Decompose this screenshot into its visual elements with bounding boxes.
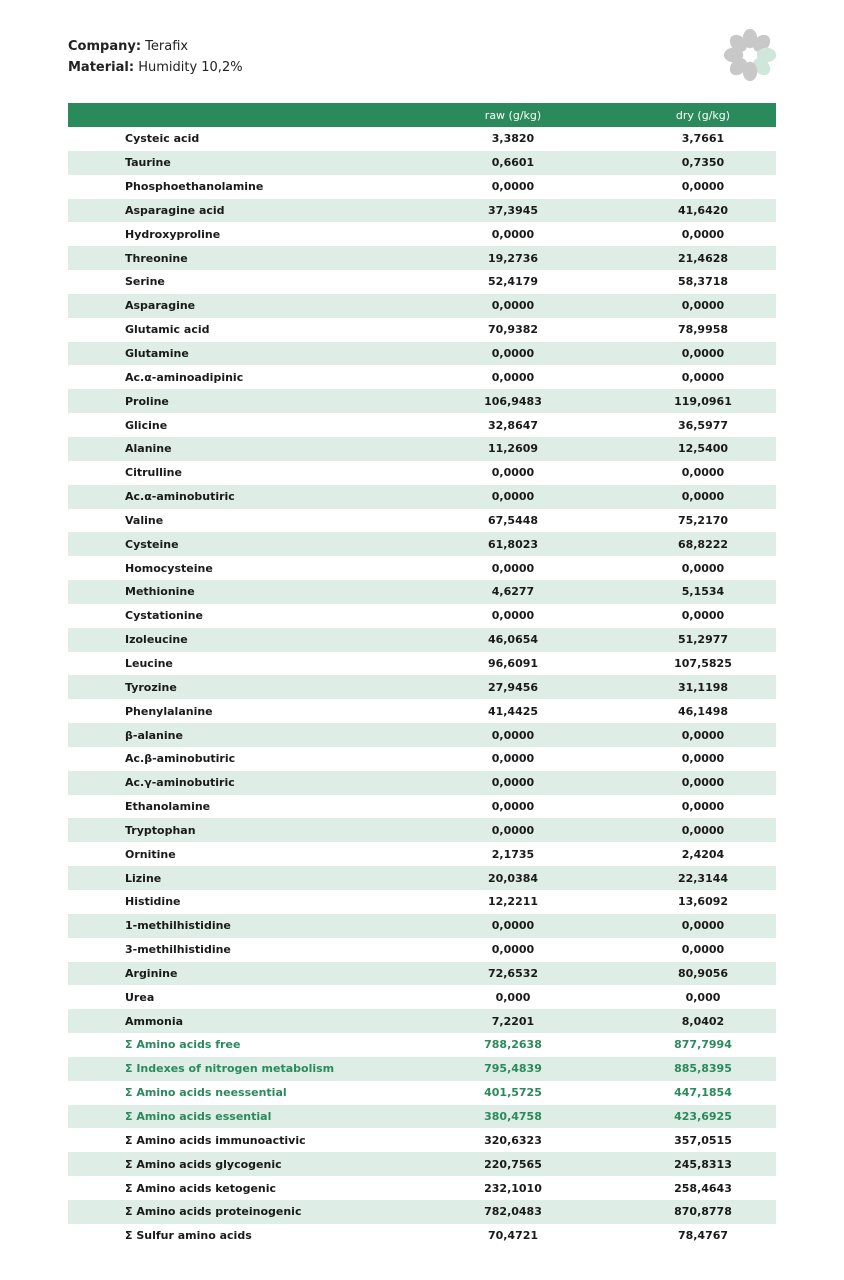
cell-raw: 106,9483 xyxy=(484,394,542,408)
cell-dry: 75,2170 xyxy=(677,513,729,527)
cell-dry: 51,2977 xyxy=(677,633,729,647)
cell-name: Leucine xyxy=(125,656,173,670)
cell-name: Σ Sulfur amino acids xyxy=(125,1229,252,1243)
cell-raw: 0,0000 xyxy=(491,752,535,766)
cell-raw: 0,0000 xyxy=(491,919,535,933)
table-row xyxy=(68,175,776,199)
cell-name: Citrulline xyxy=(125,466,182,480)
cell-dry: 870,8778 xyxy=(674,1205,732,1219)
cell-raw: 0,0000 xyxy=(491,490,535,504)
material-label: Material: xyxy=(68,60,135,75)
cell-raw: 96,6091 xyxy=(487,656,539,670)
cell-dry: 5,1534 xyxy=(681,585,725,599)
cell-dry: 58,3718 xyxy=(677,275,729,289)
cell-name: Tyrozine xyxy=(125,680,177,694)
cell-raw: 0,0000 xyxy=(491,800,535,814)
table-row xyxy=(68,294,776,318)
cell-dry: 21,4628 xyxy=(677,251,729,265)
cell-name: Tryptophan xyxy=(125,823,196,837)
cell-raw: 0,0000 xyxy=(491,370,535,384)
cell-raw: 380,4758 xyxy=(484,1110,542,1124)
cell-dry: 0,0000 xyxy=(681,823,725,837)
cell-dry: 2,4204 xyxy=(681,847,725,861)
company-label: Company: xyxy=(68,39,142,54)
cell-name: Valine xyxy=(125,513,164,527)
cell-dry: 0,0000 xyxy=(681,466,725,480)
cell-name: Ac.α-aminoadipinic xyxy=(125,370,244,384)
cell-name: Σ Amino acids proteinogenic xyxy=(125,1205,302,1219)
cell-dry: 0,0000 xyxy=(681,299,725,313)
cell-name: Histidine xyxy=(125,895,181,909)
cell-name: β-alanine xyxy=(125,728,183,742)
flower-logo-icon xyxy=(720,26,780,84)
cell-raw: 41,4425 xyxy=(487,704,539,718)
header-dry: dry (g/kg) xyxy=(675,108,731,122)
table-row xyxy=(68,365,776,389)
table-row xyxy=(68,866,776,890)
table-row xyxy=(68,342,776,366)
cell-dry: 0,0000 xyxy=(681,728,725,742)
cell-raw: 0,0000 xyxy=(491,466,535,480)
table-row xyxy=(68,270,776,294)
cell-raw: 70,4721 xyxy=(487,1229,539,1243)
cell-dry: 80,9056 xyxy=(677,966,729,980)
cell-name: Alanine xyxy=(125,442,172,456)
cell-name: Σ Indexes of nitrogen metabolism xyxy=(125,1062,335,1076)
cell-dry: 0,7350 xyxy=(681,156,725,170)
table-row xyxy=(68,556,776,580)
cell-name: Σ Amino acids essential xyxy=(125,1110,272,1124)
table-row xyxy=(68,890,776,914)
cell-dry: 0,0000 xyxy=(681,776,725,790)
table-row xyxy=(68,1009,776,1033)
cell-name: Σ Amino acids neessential xyxy=(125,1086,287,1100)
cell-dry: 12,5400 xyxy=(677,442,729,456)
cell-name: Izoleucine xyxy=(125,633,188,647)
cell-raw: 20,0384 xyxy=(487,871,539,885)
cell-raw: 795,4839 xyxy=(484,1062,542,1076)
cell-name: Phenylalanine xyxy=(125,704,213,718)
table-row xyxy=(68,199,776,223)
cell-name: Glutamic acid xyxy=(125,323,210,337)
amino-acids-table xyxy=(68,103,776,1248)
cell-name: Σ Amino acids ketogenic xyxy=(125,1181,277,1195)
cell-raw: 220,7565 xyxy=(484,1157,542,1171)
cell-name: Homocysteine xyxy=(125,561,213,575)
table-row xyxy=(68,509,776,533)
header-raw: raw (g/kg) xyxy=(484,108,542,122)
table-row xyxy=(68,485,776,509)
company-value: Terafix xyxy=(145,39,189,54)
table-row xyxy=(68,1176,776,1200)
cell-dry: 0,0000 xyxy=(681,919,725,933)
cell-name: Phosphoethanolamine xyxy=(125,180,264,194)
cell-name: Ethanolamine xyxy=(125,800,211,814)
table-row xyxy=(68,389,776,413)
table-row xyxy=(68,437,776,461)
cell-dry: 107,5825 xyxy=(674,656,732,670)
cell-dry: 0,000 xyxy=(685,990,721,1004)
table-row xyxy=(68,461,776,485)
table-row xyxy=(68,413,776,437)
cell-raw: 320,6323 xyxy=(484,1133,542,1147)
cell-name: Proline xyxy=(125,394,169,408)
table-row xyxy=(68,771,776,795)
cell-dry: 13,6092 xyxy=(677,895,729,909)
cell-name: Σ Amino acids glycogenic xyxy=(125,1157,282,1171)
cell-name: Ornitine xyxy=(125,847,176,861)
cell-raw: 0,0000 xyxy=(491,943,535,957)
cell-name: 3-methilhistidine xyxy=(125,943,231,957)
cell-raw: 0,0000 xyxy=(491,728,535,742)
cell-name: Ac.α-aminobutiric xyxy=(125,490,235,504)
table-row xyxy=(68,675,776,699)
table-row xyxy=(68,652,776,676)
cell-dry: 0,0000 xyxy=(681,561,725,575)
cell-raw: 2,1735 xyxy=(491,847,535,861)
cell-name: Arginine xyxy=(125,966,178,980)
cell-raw: 0,0000 xyxy=(491,347,535,361)
cell-name: Serine xyxy=(125,275,165,289)
table-row xyxy=(68,723,776,747)
cell-raw: 788,2638 xyxy=(484,1038,542,1052)
cell-dry: 0,0000 xyxy=(681,800,725,814)
table-row xyxy=(68,1057,776,1081)
cell-dry: 258,4643 xyxy=(674,1181,732,1195)
cell-dry: 0,0000 xyxy=(681,943,725,957)
cell-name: Ac.β-aminobutiric xyxy=(125,752,236,766)
cell-raw: 0,6601 xyxy=(491,156,535,170)
cell-dry: 877,7994 xyxy=(674,1038,732,1052)
cell-raw: 52,4179 xyxy=(487,275,539,289)
cell-raw: 0,0000 xyxy=(491,823,535,837)
cell-dry: 0,0000 xyxy=(681,347,725,361)
cell-raw: 37,3945 xyxy=(487,203,539,217)
table-row xyxy=(68,1152,776,1176)
cell-raw: 0,0000 xyxy=(491,609,535,623)
table-row xyxy=(68,1105,776,1129)
table-row xyxy=(68,938,776,962)
table-row xyxy=(68,532,776,556)
cell-raw: 61,8023 xyxy=(487,537,539,551)
cell-raw: 72,6532 xyxy=(487,966,539,980)
cell-dry: 36,5977 xyxy=(677,418,729,432)
cell-dry: 22,3144 xyxy=(677,871,729,885)
table-row xyxy=(68,628,776,652)
cell-dry: 0,0000 xyxy=(681,180,725,194)
cell-dry: 423,6925 xyxy=(674,1110,732,1124)
cell-dry: 0,0000 xyxy=(681,609,725,623)
table-row xyxy=(68,127,776,151)
table-body xyxy=(68,127,776,1248)
cell-dry: 357,0515 xyxy=(674,1133,732,1147)
cell-name: Cysteic acid xyxy=(125,132,200,146)
table-row xyxy=(68,604,776,628)
cell-dry: 78,4767 xyxy=(677,1229,729,1243)
table-row xyxy=(68,914,776,938)
cell-raw: 12,2211 xyxy=(487,895,539,909)
cell-raw: 11,2609 xyxy=(487,442,539,456)
cell-raw: 0,0000 xyxy=(491,776,535,790)
cell-dry: 31,1198 xyxy=(677,680,729,694)
cell-name: Ac.γ-aminobutiric xyxy=(125,776,235,790)
table-row xyxy=(68,151,776,175)
table-header xyxy=(68,103,776,127)
table-row xyxy=(68,842,776,866)
cell-raw: 32,8647 xyxy=(487,418,539,432)
cell-raw: 19,2736 xyxy=(487,251,539,265)
table-row xyxy=(68,985,776,1009)
cell-raw: 46,0654 xyxy=(487,633,539,647)
cell-raw: 67,5448 xyxy=(487,513,539,527)
cell-raw: 0,0000 xyxy=(491,227,535,241)
cell-dry: 46,1498 xyxy=(677,704,729,718)
cell-raw: 27,9456 xyxy=(487,680,539,694)
cell-dry: 68,8222 xyxy=(677,537,729,551)
cell-dry: 447,1854 xyxy=(674,1086,732,1100)
cell-raw: 3,3820 xyxy=(491,132,535,146)
cell-name: Glicine xyxy=(125,418,168,432)
cell-dry: 41,6420 xyxy=(677,203,729,217)
table-row xyxy=(68,1128,776,1152)
cell-name: Lizine xyxy=(125,871,162,885)
cell-name: Urea xyxy=(125,990,155,1004)
cell-dry: 0,0000 xyxy=(681,370,725,384)
company-line xyxy=(68,36,243,57)
cell-name: Taurine xyxy=(125,156,171,170)
cell-raw: 0,0000 xyxy=(491,561,535,575)
cell-name: Hydroxyproline xyxy=(125,227,221,241)
table-row xyxy=(68,222,776,246)
material-value: Humidity 10,2% xyxy=(138,60,243,75)
cell-name: Cysteine xyxy=(125,537,179,551)
table-row xyxy=(68,246,776,270)
cell-name: 1-methilhistidine xyxy=(125,919,231,933)
cell-name: Σ Amino acids free xyxy=(125,1038,241,1052)
cell-raw: 782,0483 xyxy=(484,1205,542,1219)
cell-raw: 0,0000 xyxy=(491,299,535,313)
cell-name: Ammonia xyxy=(125,1014,184,1028)
material-line xyxy=(68,57,243,78)
cell-dry: 119,0961 xyxy=(674,394,732,408)
cell-dry: 78,9958 xyxy=(677,323,729,337)
cell-name: Asparagine acid xyxy=(125,203,225,217)
table-row xyxy=(68,699,776,723)
table-row xyxy=(68,747,776,771)
cell-dry: 245,8313 xyxy=(674,1157,732,1171)
cell-dry: 0,0000 xyxy=(681,227,725,241)
cell-name: Asparagine xyxy=(125,299,196,313)
cell-dry: 0,0000 xyxy=(681,752,725,766)
table-row xyxy=(68,1224,776,1248)
cell-dry: 3,7661 xyxy=(681,132,725,146)
document-header xyxy=(68,36,243,78)
table-row xyxy=(68,1081,776,1105)
table-row xyxy=(68,318,776,342)
cell-raw: 0,000 xyxy=(495,990,531,1004)
table-row xyxy=(68,818,776,842)
cell-raw: 401,5725 xyxy=(484,1086,542,1100)
cell-dry: 0,0000 xyxy=(681,490,725,504)
cell-name: Threonine xyxy=(125,251,188,265)
cell-raw: 70,9382 xyxy=(487,323,539,337)
cell-name: Σ Amino acids immunoactivic xyxy=(125,1133,306,1147)
cell-raw: 7,2201 xyxy=(491,1014,535,1028)
cell-dry: 885,8395 xyxy=(674,1062,732,1076)
cell-dry: 8,0402 xyxy=(681,1014,725,1028)
cell-raw: 4,6277 xyxy=(491,585,535,599)
cell-name: Cystationine xyxy=(125,609,203,623)
cell-name: Glutamine xyxy=(125,347,189,361)
table-row xyxy=(68,580,776,604)
cell-name: Methionine xyxy=(125,585,195,599)
cell-raw: 232,1010 xyxy=(484,1181,542,1195)
table-row xyxy=(68,1200,776,1224)
table-row xyxy=(68,795,776,819)
table-row xyxy=(68,1033,776,1057)
table-row xyxy=(68,962,776,986)
cell-raw: 0,0000 xyxy=(491,180,535,194)
